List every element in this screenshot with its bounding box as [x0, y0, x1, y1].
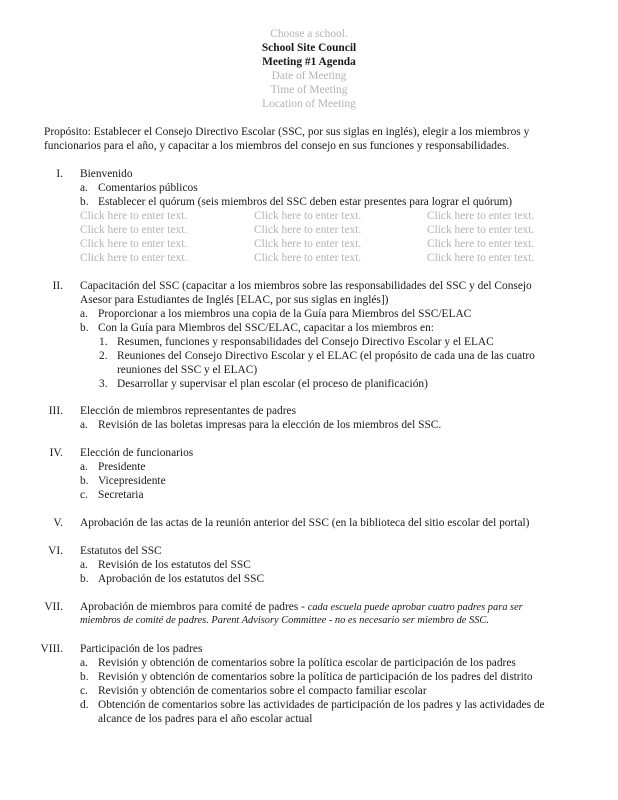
meeting-location-field[interactable]: Location of Meeting [262, 98, 356, 110]
attendee-text-field[interactable]: Click here to enter text. [80, 224, 188, 236]
list-item [0, 684, 618, 698]
section-note: cada escuela puede aprobar cuatro padres para ser [307, 602, 523, 613]
section-title-continued: Asesor para Estudiantes de Inglés [ELAC, por sus siglas en inglés]) [80, 294, 389, 306]
meeting-date-field[interactable]: Date of Meeting [271, 70, 347, 82]
section-title: Elección de funcionarios [80, 447, 194, 459]
item-marker: a. [80, 461, 88, 473]
item-marker: b. [80, 671, 89, 683]
item-marker: c. [80, 489, 88, 501]
list-item [0, 558, 618, 572]
item-text: Desarrollar y supervisar el plan escolar (el proceso de planificación) [117, 378, 428, 390]
section-title: Bienvenido [80, 168, 133, 180]
item-text: Establecer el quórum (seis miembros del SSC deben estar presentes para lograr el quórum) [98, 196, 513, 208]
attendee-text-field[interactable]: Click here to enter text. [254, 238, 362, 250]
section-title: Elección de miembros representantes de padres [80, 405, 297, 417]
item-text: Revisión y obtención de comentarios sobre la política escolar de participación de los padres [98, 657, 516, 669]
section-numeral: V. [53, 517, 63, 529]
item-marker: 2. [99, 350, 108, 362]
item-text-continued: reuniones del SSC y el ELAC) [117, 364, 258, 376]
list-item [0, 321, 618, 335]
item-text: Comentarios públicos [98, 182, 198, 194]
list-item [0, 418, 618, 432]
item-marker: c. [80, 685, 88, 697]
list-item [0, 670, 618, 684]
attendee-text-field[interactable]: Click here to enter text. [254, 224, 362, 236]
item-text: Presidente [98, 461, 146, 473]
section-title: Capacitación del SSC (capacitar a los miembros sobre las responsabilidades del SSC y del Consejo [80, 280, 532, 292]
sub-list-item [0, 377, 618, 391]
school-selector[interactable]: Choose a school. [270, 28, 348, 40]
item-text: Obtención de comentarios sobre las actividades de participación de los padres y las actividades de [98, 699, 545, 711]
attendee-row [0, 209, 618, 223]
attendee-text-field[interactable]: Click here to enter text. [80, 238, 188, 250]
item-text: Revisión de los estatutos del SSC [98, 559, 251, 571]
item-text: Revisión y obtención de comentarios sobre el compacto familiar escolar [98, 685, 427, 697]
item-text: Revisión y obtención de comentarios sobre la política de participación de los padres del distrito [98, 671, 533, 683]
document-title: School Site Council [261, 42, 357, 54]
list-item [0, 195, 618, 209]
item-marker: d. [80, 699, 89, 711]
item-text-continued: alcance de los padres para el año escolar actual [98, 713, 313, 725]
sub-list-item [0, 335, 618, 349]
section-numeral: IV. [49, 447, 63, 459]
attendee-text-field[interactable]: Click here to enter text. [427, 238, 535, 250]
item-marker: b. [80, 573, 89, 585]
section-numeral: VI. [48, 545, 63, 557]
item-text: Vicepresidente [98, 475, 166, 487]
item-text: Con la Guía para Miembros del SSC/ELAC, capacitar a los miembros en: [98, 322, 434, 334]
section-title: Aprobación de las actas de la reunión anterior del SSC (en la biblioteca del sitio escolar del portal) [80, 517, 530, 529]
item-text: Reuniones del Consejo Directivo Escolar y el ELAC (el propósito de cada una de las cuatro [117, 350, 535, 362]
item-text: Resumen, funciones y responsabilidades del Consejo Directivo Escolar y el ELAC [117, 336, 494, 348]
section-note-continued: miembros de comité de padres. Parent Advisory Committee - no es necesario ser miembro de SSC. [80, 615, 489, 626]
item-text: Revisión de las boletas impresas para la elección de los miembros del SSC. [98, 419, 442, 431]
agenda-header [0, 27, 618, 111]
item-marker: a. [80, 308, 88, 320]
list-item [0, 474, 618, 488]
attendee-text-field[interactable]: Click here to enter text. [427, 224, 535, 236]
item-text: Proporcionar a los miembros una copia de la Guía para Miembros del SSC/ELAC [98, 308, 472, 320]
purpose-paragraph [44, 125, 604, 153]
purpose-line: Propósito: Establecer el Consejo Directivo Escolar (SSC, por sus siglas en inglés), elegir a los miembros y [44, 126, 530, 138]
meeting-time-field[interactable]: Time of Meeting [270, 84, 348, 96]
section-title: Participación de los padres [80, 643, 203, 655]
item-marker: 1. [99, 336, 108, 348]
item-marker: b. [80, 322, 89, 334]
attendee-text-field[interactable]: Click here to enter text. [427, 252, 535, 264]
sub-list-item [0, 349, 618, 363]
list-item [0, 460, 618, 474]
item-marker: a. [80, 657, 88, 669]
item-marker: b. [80, 196, 89, 208]
list-item [0, 698, 618, 712]
list-item [0, 307, 618, 321]
section-numeral: I. [56, 168, 63, 180]
item-marker: 3. [99, 378, 108, 390]
attendee-text-field[interactable]: Click here to enter text. [254, 252, 362, 264]
section-title: Estatutos del SSC [80, 545, 162, 557]
section-numeral: III. [48, 405, 63, 417]
section-numeral: VII. [44, 601, 63, 613]
attendee-text-field[interactable]: Click here to enter text. [427, 210, 535, 222]
item-marker: a. [80, 182, 88, 194]
section-numeral: II. [52, 280, 63, 292]
section-title: Aprobación de miembros para comité de padres - [80, 601, 308, 613]
document-subtitle: Meeting #1 Agenda [262, 56, 356, 68]
attendee-text-field[interactable]: Click here to enter text. [80, 210, 188, 222]
list-item [0, 572, 618, 586]
list-item [0, 181, 618, 195]
attendee-row [0, 237, 618, 251]
item-marker: b. [80, 475, 89, 487]
attendee-text-field[interactable]: Click here to enter text. [80, 252, 188, 264]
attendee-text-field[interactable]: Click here to enter text. [254, 210, 362, 222]
item-text: Aprobación de los estatutos del SSC [98, 573, 265, 585]
section-numeral: VIII. [40, 643, 63, 655]
purpose-line: funcionarios para el año, y capacitar a los miembros del consejo en sus funciones y responsabilidades. [44, 140, 510, 152]
list-item [0, 656, 618, 670]
item-text: Secretaria [98, 489, 144, 501]
item-marker: a. [80, 419, 88, 431]
list-item [0, 488, 618, 502]
attendee-row [0, 223, 618, 237]
item-marker: a. [80, 559, 88, 571]
attendee-row [0, 251, 618, 265]
